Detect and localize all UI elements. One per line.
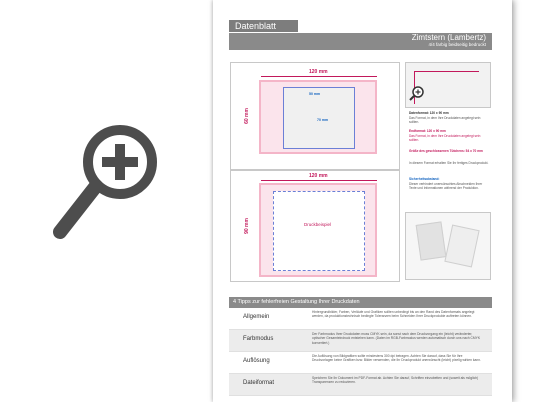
tip-row-dateiformat bbox=[229, 374, 492, 396]
zoom-in-icon[interactable] bbox=[48, 122, 160, 248]
top-width-label: 120 mm bbox=[309, 69, 328, 75]
top-height-label: 60 mm bbox=[243, 108, 250, 124]
legend-sicherheit-desc: Dieser verhindert unerwünschtes Abschneiden Ihrer Texte und Informationen während der Produktion. bbox=[409, 182, 483, 190]
product-photo-front bbox=[416, 221, 447, 260]
top-diagram-frame bbox=[230, 62, 400, 170]
top-width-line bbox=[261, 76, 377, 77]
tip-text: Speichern Sie Ihr Dokument im PDF-Format ab. Achten Sie darauf, Schriften einzubetten und (soweit als möglich) Transparenzen zu reduzieren. bbox=[312, 376, 479, 385]
legend-datenformat-desc: Das Format, in dem Ihre Druckdaten angelegt sein sollten. bbox=[409, 116, 481, 124]
top-inner-size: 50 mm bbox=[309, 92, 321, 96]
legend-endformat: Endformat: 120 x 90 mm bbox=[409, 129, 446, 133]
product-title: Zimtstern (Lambertz) bbox=[411, 33, 486, 42]
tips-heading: 4 Tipps zur fehlerfreien Gestaltung Ihrer Druckdaten bbox=[229, 297, 492, 308]
tip-label: Allgemein bbox=[243, 314, 270, 320]
legend-groesse-desc: In diesem Format erhalten Sie Ihr fertiges Druckprodukt. bbox=[409, 161, 489, 165]
datasheet-page bbox=[213, 0, 512, 402]
bottom-bleed-area bbox=[259, 183, 377, 277]
tip-label: Farbmodus bbox=[243, 336, 274, 342]
legend-preview-box bbox=[405, 62, 491, 108]
legend-datenformat: Datenformat: 120 x 90 mm bbox=[409, 111, 449, 115]
top-safe-area bbox=[283, 87, 355, 149]
zoom-in-small-icon[interactable] bbox=[409, 85, 425, 101]
bottom-width-label: 120 mm bbox=[309, 173, 328, 179]
tip-text: Hintergrundbilder, Farben, Verläufe und Grafiken sollten unbedingt bis an den Rand des Datenformats angelegt werden, da produktionstechnisch bedingte Toleranzen beim Schneiden Ihrer Druckprodukte auftreten können. bbox=[312, 310, 475, 319]
print-example-label: Druckbeispiel bbox=[304, 222, 332, 227]
datasheet-tab: Datenblatt bbox=[229, 20, 298, 32]
bottom-width-line bbox=[261, 180, 377, 181]
bottom-safe-area bbox=[273, 191, 365, 271]
legend-endformat-desc: Das Format, in dem Ihre Druckdaten angelegt sein sollten. bbox=[409, 134, 481, 142]
tip-text: Die Auflösung von Bildgrafiken sollte mindestens 300 dpi betragen. Achten Sie darauf, dass Sie für Ihre Druckvorlagen keine Grafiken bzw. Bilder verwenden, die Ihr Druckprodukt unerwünscht (leicht) pixelig wirken kann. bbox=[312, 354, 481, 363]
top-bleed-area bbox=[259, 80, 377, 154]
bottom-height-label: 90 mm bbox=[243, 218, 250, 234]
tip-label: Auflösung bbox=[243, 358, 270, 364]
tip-row-aufloesung bbox=[229, 352, 492, 374]
tip-row-farbmodus bbox=[229, 330, 492, 352]
product-photo-box bbox=[405, 212, 491, 280]
title-bar bbox=[229, 33, 492, 50]
tip-label: Dateiformat bbox=[243, 380, 275, 386]
top-inner-height: 70 mm bbox=[317, 118, 329, 122]
product-photo-back bbox=[444, 225, 479, 268]
tip-row-allgemein bbox=[229, 308, 492, 330]
bottom-diagram-frame bbox=[230, 170, 400, 282]
legend-sicherheit: Sicherheitsabstand: bbox=[409, 177, 440, 181]
tip-text: Der Farbmodus Ihrer Druckdaten muss CMYK sein, da sonst nach dem Druckvorgang ein (leicht) veränderter, optischer Gesamteindruck entstehen kann. (Daten im RGB-Farbmodus werden automatisch durch uns nach CMYK konvertiert.) bbox=[312, 332, 481, 345]
legend-groesse: Größe des geschlossenen Tütchens: 54 x 70 mm bbox=[409, 149, 483, 153]
product-subtitle: 4/4 farbig beidseitig bedruckt bbox=[428, 42, 486, 47]
